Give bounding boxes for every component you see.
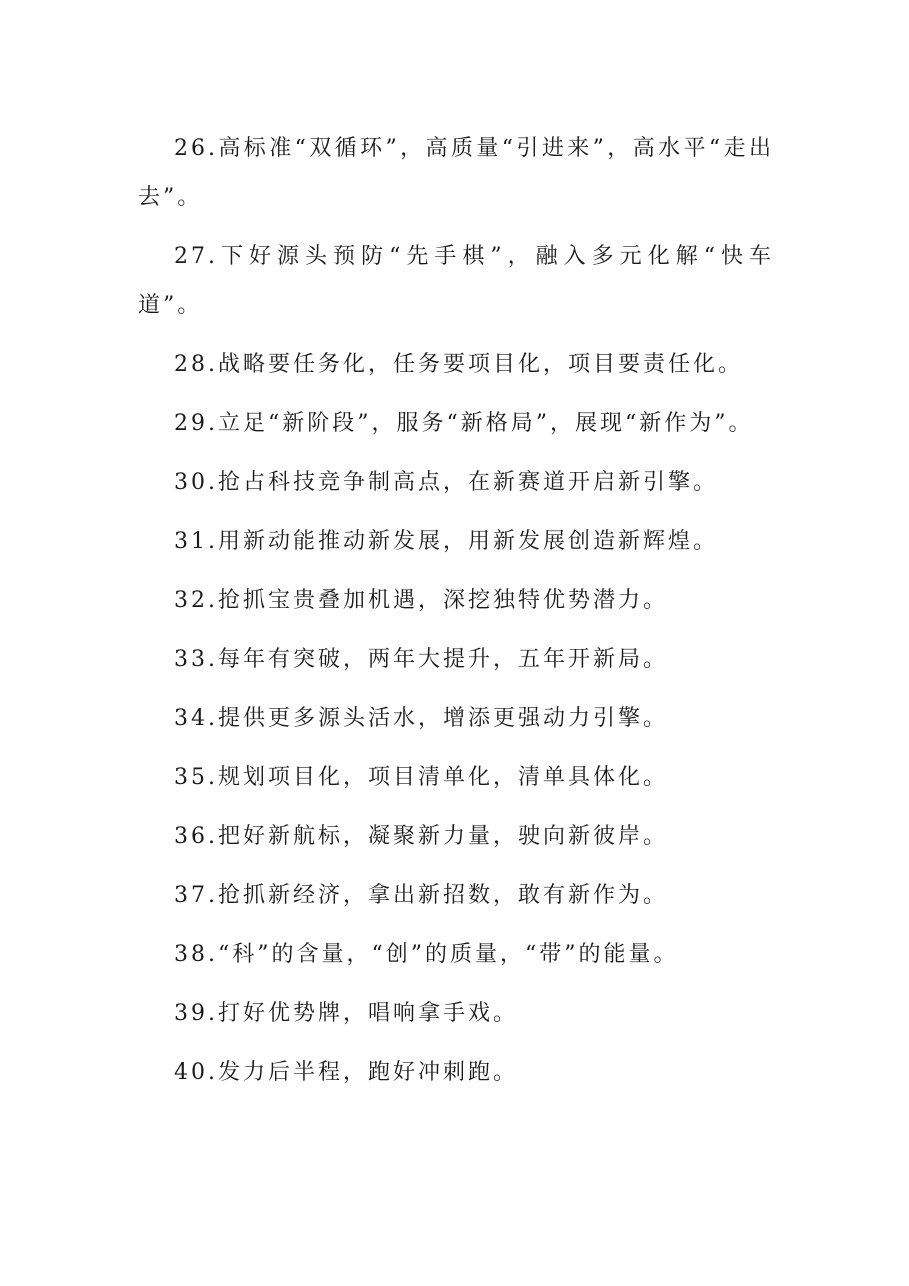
list-item-39: 39.打好优势牌，唱响拿手戏。 — [174, 1001, 518, 1026]
list-item-28: 28.战略要任务化，任务要项目化，项目要责任化。 — [174, 352, 743, 377]
list-item-35: 35.规划项目化，项目清单化，清单具体化。 — [174, 765, 668, 790]
list-item-29: 29.立足“新阶段”，服务“新格局”，展现“新作为”。 — [174, 411, 754, 436]
list-item-38: 38.“科”的含量，“创”的质量，“带”的能量。 — [174, 942, 679, 967]
list-item-27: 27.下好源头预防“先手棋”，融入多元化解“快车道”。 — [138, 244, 774, 318]
document-body — [138, 124, 774, 1107]
list-item-33: 33.每年有突破，两年大提升，五年开新局。 — [174, 647, 668, 672]
list-item-26: 26.高标准“双循环”，高质量“引进来”，高水平“走出去”。 — [138, 136, 774, 210]
list-item-32: 32.抢抓宝贵叠加机遇，深挖独特优势潜力。 — [174, 588, 668, 613]
list-item-36: 36.把好新航标，凝聚新力量，驶向新彼岸。 — [174, 824, 668, 849]
list-item-34: 34.提供更多源头活水，增添更强动力引擎。 — [174, 706, 668, 731]
list-item-30: 30.抢占科技竞争制高点，在新赛道开启新引擎。 — [174, 470, 718, 495]
list-item-40: 40.发力后半程，跑好冲刺跑。 — [174, 1060, 518, 1085]
list-item-37: 37.抢抓新经济，拿出新招数，敢有新作为。 — [174, 883, 668, 908]
list-item-31: 31.用新动能推动新发展，用新发展创造新辉煌。 — [174, 529, 718, 554]
